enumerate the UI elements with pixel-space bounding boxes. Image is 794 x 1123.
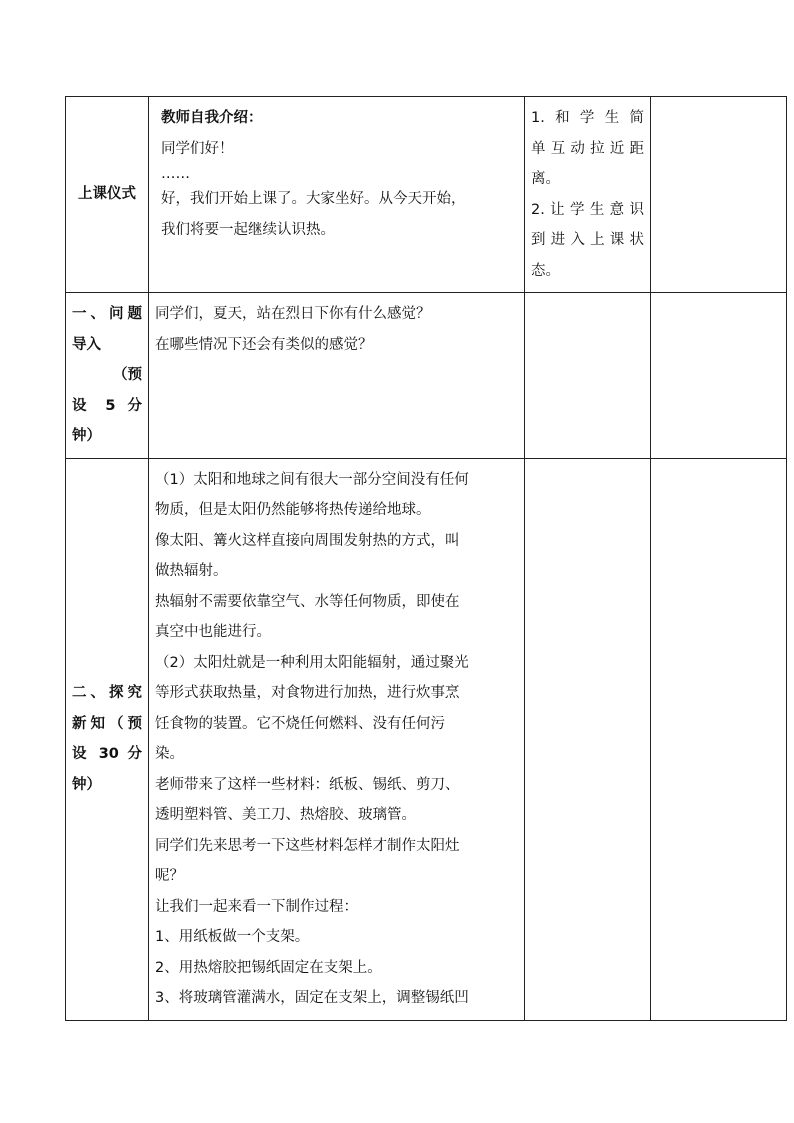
intent-line: 单互动拉近距	[531, 140, 644, 157]
content-line: 物质，但是太阳仍然能够将热传递给地球。	[155, 502, 431, 518]
section-line: 设 30 分	[72, 746, 142, 762]
lesson-plan-table	[65, 96, 787, 1021]
section-line: 设 5 分	[72, 397, 142, 414]
section-line: 钟）	[72, 428, 101, 444]
content-line: 真空中也能进行。	[155, 624, 271, 640]
intent-line: 到进入上课状	[531, 232, 644, 248]
intent-line: 离。	[531, 171, 560, 187]
content-line: 热辐射不需要依靠空气、水等任何物质，即使在	[155, 593, 460, 610]
content-line: 同学们好！	[161, 140, 234, 157]
content-line: 呢？	[155, 868, 184, 884]
content-line: 同学们先来思考一下这些材料怎样才制作太阳灶	[155, 837, 460, 854]
intent-cell	[525, 458, 651, 1020]
content-line: 像太阳、篝火这样直接向周围发射热的方式，叫	[155, 532, 460, 549]
notes-cell	[651, 458, 787, 1020]
content-line: （2）太阳灶就是一种利用太阳能辐射，通过聚光	[155, 654, 469, 671]
section-title: 上课仪式	[78, 186, 136, 203]
content-line: 做热辐射。	[155, 563, 228, 579]
content-line: 3、将玻璃管灌满水，固定在支架上，调整锡纸凹	[155, 990, 469, 1006]
section-line: 二、探究	[72, 685, 142, 701]
section-cell	[66, 97, 149, 293]
notes-cell	[651, 293, 787, 459]
intent-line: 1.和学生简	[531, 110, 644, 126]
table-row	[66, 458, 787, 1020]
table-row	[66, 97, 787, 293]
content-line: 2、用热熔胶把锡纸固定在支架上。	[155, 959, 382, 976]
table-row	[66, 293, 787, 459]
content-line: 教师自我介绍：	[161, 110, 263, 126]
intent-line: 态。	[531, 262, 560, 279]
section-line: 一、问题	[72, 306, 142, 322]
content-cell	[149, 458, 525, 1020]
content-line: 我们将要一起继续认识热。	[161, 221, 335, 238]
content-line: 1、用纸板做一个支架。	[155, 929, 310, 945]
content-line: 同学们，夏天，站在烈日下你有什么感觉？	[155, 306, 431, 322]
content-line: 在哪些情况下还会有类似的感觉？	[155, 336, 373, 353]
notes-cell	[651, 97, 787, 293]
section-line: 新知（预	[72, 715, 142, 732]
section-cell	[66, 458, 149, 1020]
content-cell	[149, 293, 525, 459]
content-line: 老师带来了这样一些材料：纸板、锡纸、剪刀、	[155, 776, 460, 793]
intent-cell	[525, 293, 651, 459]
intent-line: 2.让学生意识	[531, 201, 644, 218]
content-line: 饪食物的装置。它不烧任何燃料、没有任何污	[155, 715, 445, 732]
content-cell	[149, 97, 525, 293]
section-line: 导入	[72, 336, 101, 353]
content-line: 好，我们开始上课了。大家坐好。从今天开始，	[161, 191, 466, 207]
content-line: 让我们一起来看一下制作过程：	[155, 898, 358, 915]
intent-cell	[525, 97, 651, 293]
section-line: 钟）	[72, 776, 101, 793]
content-line: 染。	[155, 746, 184, 762]
section-cell	[66, 293, 149, 459]
section-line: （预	[113, 367, 142, 383]
content-line: ……	[161, 166, 190, 182]
content-line: （1）太阳和地球之间有很大一部分空间没有任何	[155, 471, 469, 488]
content-line: 等形式获取热量，对食物进行加热，进行炊事烹	[155, 685, 460, 701]
content-line: 透明塑料管、美工刀、热熔胶、玻璃管。	[155, 807, 416, 823]
